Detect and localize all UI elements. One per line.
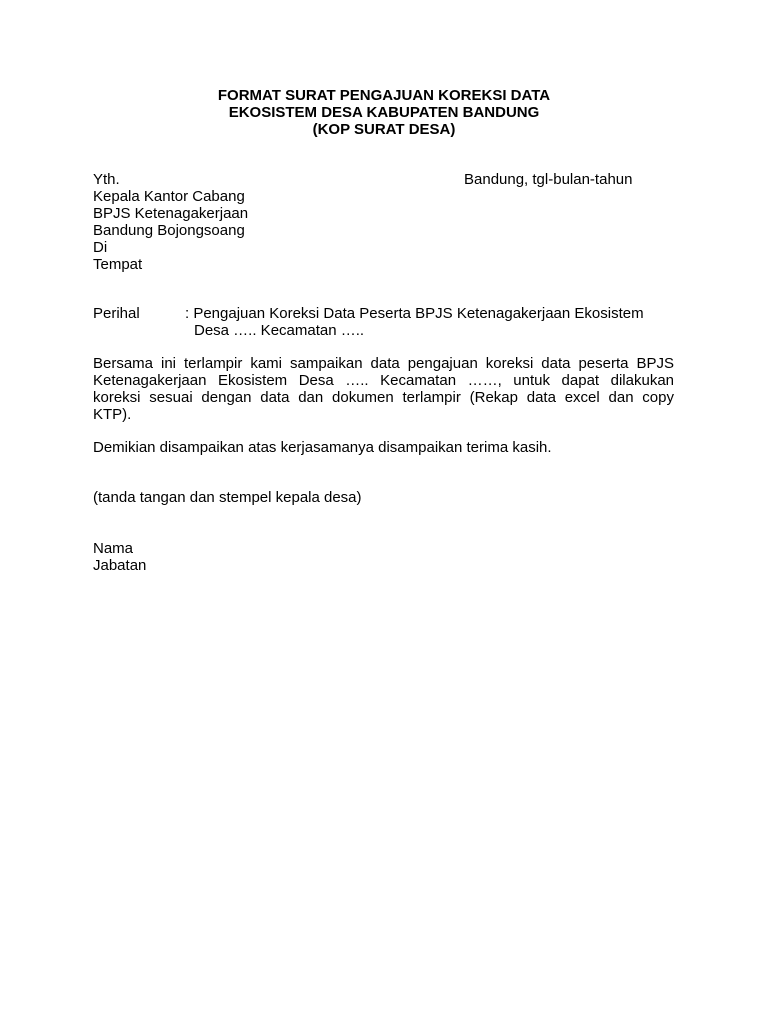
recipient-line: Bandung Bojongsoang bbox=[93, 222, 245, 239]
document-title-line-2: EKOSISTEM DESA KABUPATEN BANDUNG bbox=[228, 104, 540, 121]
recipient-line: Yth. bbox=[93, 171, 120, 188]
signature-note: (tanda tangan dan stempel kepala desa) bbox=[93, 489, 362, 506]
body-line: koreksi sesuai dengan data dan dokumen terlampir (Rekap data excel dan copy bbox=[93, 389, 674, 406]
recipient-line: Kepala Kantor Cabang bbox=[93, 188, 245, 205]
subject-text-line-2: Desa ….. Kecamatan ….. bbox=[194, 322, 365, 339]
place-date: Bandung, tgl-bulan-tahun bbox=[464, 171, 633, 188]
body-line: Bersama ini terlampir kami sampaikan data pengajuan koreksi data peserta BPJS bbox=[93, 355, 674, 372]
recipient-line: Di bbox=[93, 239, 108, 256]
subject-text-line-1: : Pengajuan Koreksi Data Peserta BPJS Ketenagakerjaan Ekosistem bbox=[185, 305, 644, 322]
recipient-line: Tempat bbox=[93, 256, 143, 273]
body-line: Ketenagakerjaan Ekosistem Desa ….. Kecamatan ……, untuk dapat dilakukan bbox=[93, 372, 674, 389]
signer-name: Nama bbox=[93, 540, 134, 557]
recipient-line: BPJS Ketenagakerjaan bbox=[93, 205, 249, 222]
document-title-line-3: (KOP SURAT DESA) bbox=[312, 121, 456, 138]
closing-sentence: Demikian disampaikan atas kerjasamanya disampaikan terima kasih. bbox=[93, 439, 552, 456]
document-title-line-1: FORMAT SURAT PENGAJUAN KOREKSI DATA bbox=[217, 87, 551, 104]
body-line: KTP). bbox=[93, 406, 132, 423]
subject-label: Perihal bbox=[93, 305, 140, 322]
signer-position: Jabatan bbox=[93, 557, 147, 574]
recipient-block bbox=[93, 171, 393, 273]
body-paragraph bbox=[93, 355, 674, 423]
